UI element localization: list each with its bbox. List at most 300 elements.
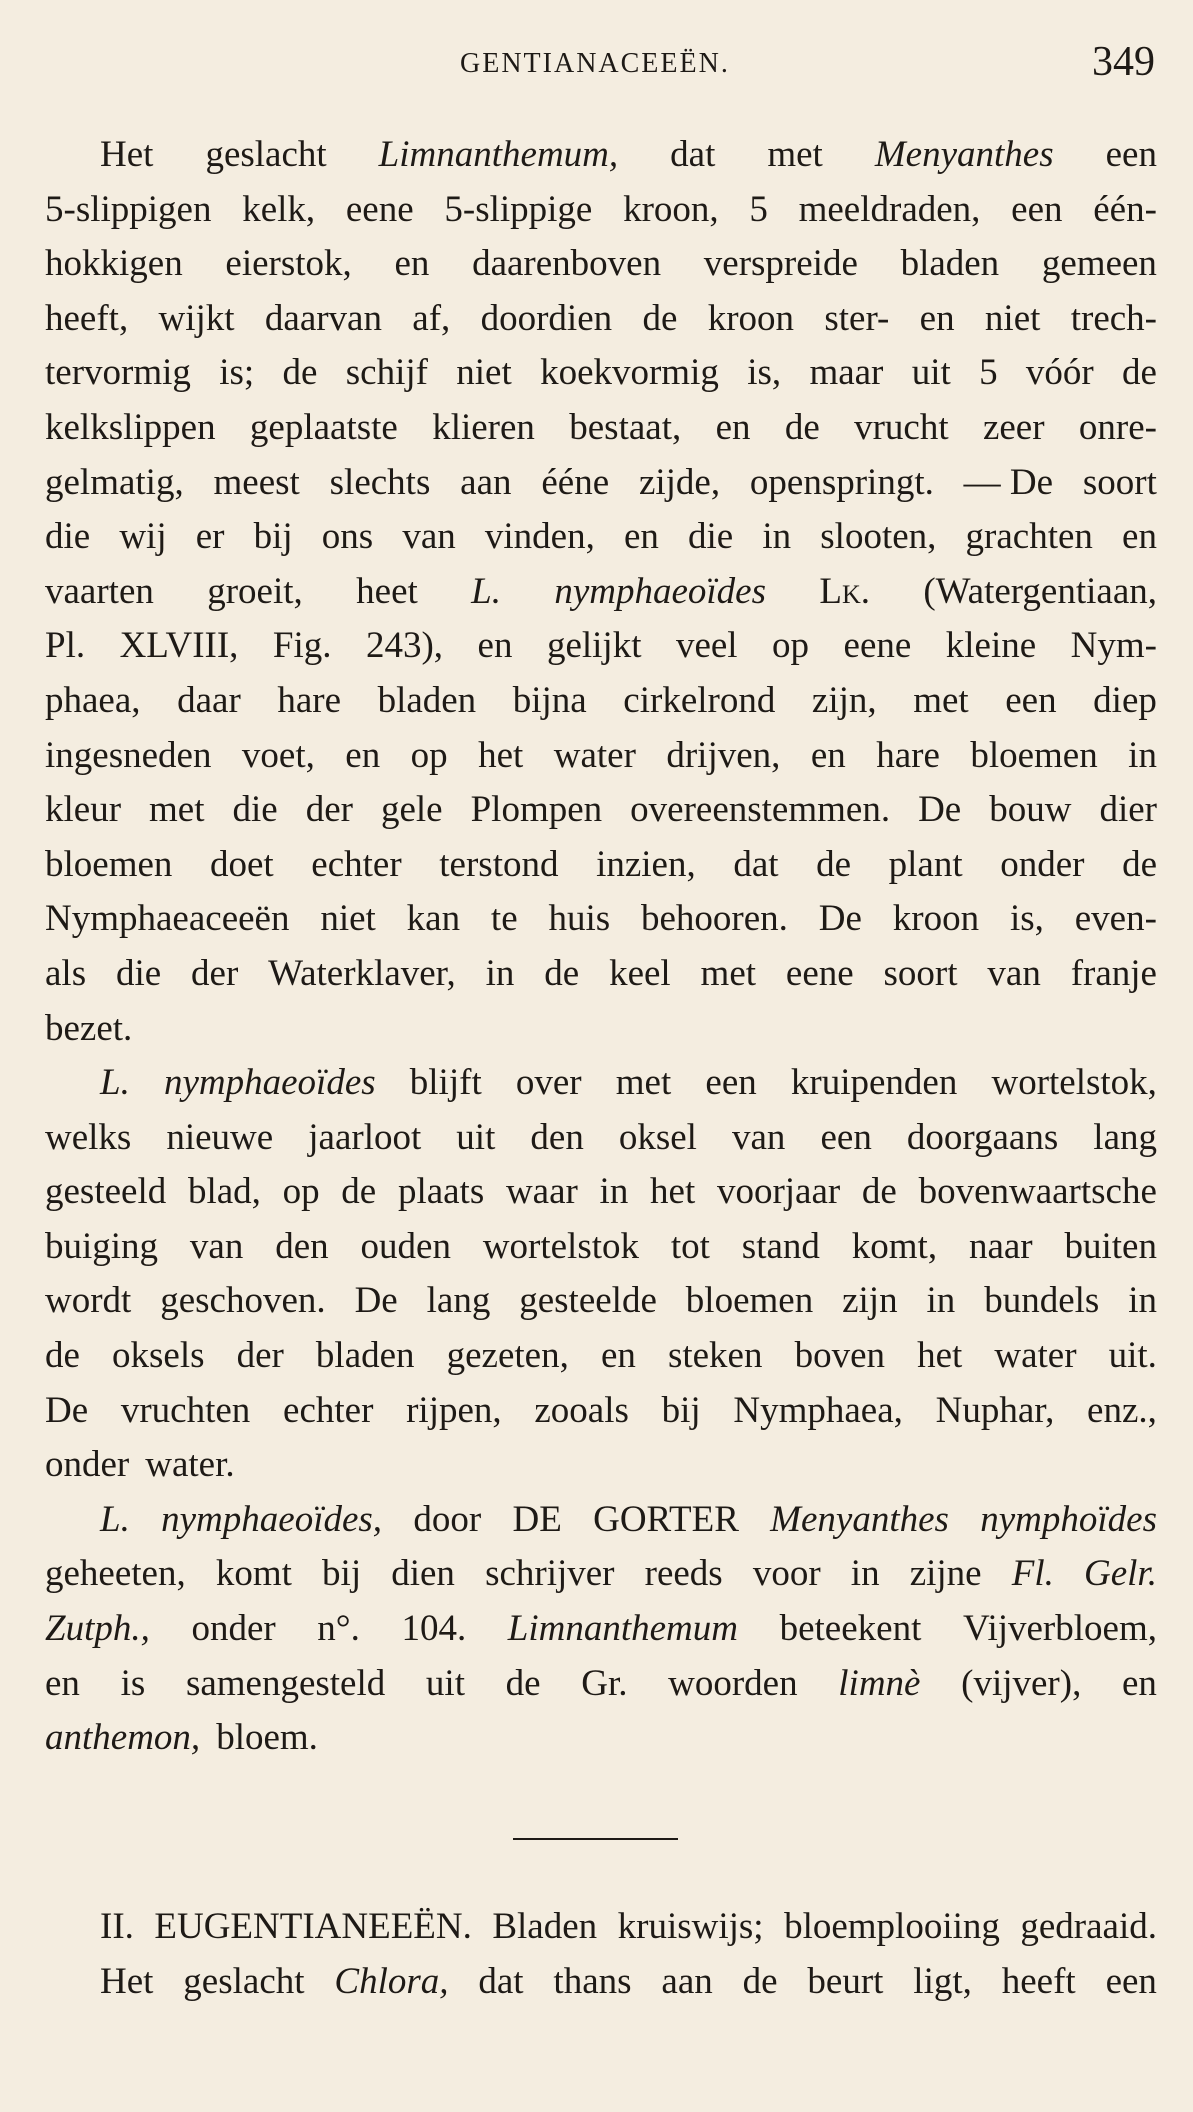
word: bij [661, 1389, 701, 1431]
word: bladen [900, 243, 1000, 285]
text-line [45, 1220, 1157, 1275]
word: gele [380, 789, 443, 831]
word: naar [968, 1225, 1033, 1267]
word: wij [119, 516, 167, 558]
word: Gr. [581, 1662, 628, 1704]
word: Nym- [1070, 625, 1157, 667]
text-line [45, 1602, 1157, 1657]
word: Menyanthes [874, 134, 1054, 175]
word: gedraaid. [1020, 1906, 1157, 1947]
word: de [341, 1171, 377, 1213]
word: een [1005, 679, 1057, 721]
word: enz., [1087, 1389, 1157, 1431]
word: ligt, [913, 1960, 972, 2002]
word: vinden, [484, 516, 595, 558]
word: klieren [432, 406, 535, 448]
text-line [45, 1493, 1157, 1548]
word: schrijver [485, 1553, 615, 1595]
word: II. [100, 1906, 134, 1947]
word: grachten [965, 516, 1093, 558]
word: ster- [824, 297, 890, 339]
word: samengesteld [185, 1662, 386, 1704]
text-line [45, 237, 1157, 292]
word: De [818, 898, 862, 940]
text-line [45, 1056, 1157, 1111]
word: en [1122, 516, 1157, 558]
word: onder [45, 1444, 130, 1486]
word: dat [733, 843, 779, 885]
word: L. [100, 1498, 130, 1540]
text-line [45, 183, 1157, 238]
text-line [45, 346, 1157, 401]
text-line [45, 128, 1157, 183]
word: is [120, 1662, 146, 1704]
word: te [490, 898, 518, 940]
text-line [45, 456, 1157, 511]
word: woorden [668, 1662, 798, 1704]
word: steken [667, 1335, 763, 1377]
running-head-title: GENTIANACEEËN. [460, 48, 730, 79]
word: Zutph., [45, 1608, 150, 1650]
word: Plompen [470, 789, 603, 831]
word: een [1105, 1960, 1157, 2002]
word: Gelr. [1084, 1553, 1157, 1595]
word: die [45, 516, 91, 558]
word: der [191, 952, 239, 994]
word: doet [210, 843, 274, 885]
word: behooren. [641, 898, 788, 940]
word: koekvormig [540, 352, 719, 394]
word: met [615, 1062, 672, 1104]
text-line [45, 1711, 1157, 1766]
word: in [850, 1553, 880, 1595]
text-line [45, 1900, 1157, 1955]
word: eene [345, 188, 414, 230]
word: water [553, 734, 636, 776]
word: meeldraden, [798, 188, 981, 230]
word: (Watergentiaan, [923, 570, 1157, 612]
word: de [45, 1335, 80, 1377]
word: en [45, 1662, 80, 1704]
word: tot [670, 1225, 710, 1267]
word: niet [456, 352, 512, 394]
word: uit [456, 1116, 496, 1158]
word: in [599, 1171, 629, 1213]
word: bijna [512, 679, 587, 721]
word: daar [177, 679, 241, 721]
word: drijven, [666, 734, 781, 776]
word: is, [1009, 898, 1044, 940]
word: trech- [1070, 297, 1157, 339]
word: hokkigen [45, 243, 183, 285]
word: geslacht [183, 1960, 305, 2002]
word: nymphaeoïdes [163, 1062, 376, 1104]
word: bouw [989, 789, 1072, 831]
word: gesteeld [45, 1171, 167, 1213]
word: de [742, 1960, 778, 2002]
word: 104. [401, 1608, 467, 1650]
word: de [1122, 843, 1157, 885]
word: eene [785, 952, 854, 994]
word: keel [609, 952, 671, 994]
word: buiging [45, 1225, 159, 1267]
word: oksel [618, 1116, 697, 1158]
word: plaats [397, 1171, 485, 1213]
word: eierstok, [225, 243, 352, 285]
word: wortelstok, [991, 1062, 1157, 1104]
word: kroon, [623, 188, 719, 230]
word: plant [888, 843, 963, 885]
word: Bladen [492, 1906, 598, 1947]
text-line [45, 510, 1157, 565]
word: jaarloot [308, 1116, 422, 1158]
word: geslacht [205, 134, 327, 175]
word: een [1011, 188, 1063, 230]
text-line [45, 565, 1157, 620]
word: en [715, 406, 751, 448]
word: die [115, 952, 162, 994]
word: bovenwaartsche [918, 1171, 1157, 1213]
word: vrucht [854, 406, 949, 448]
word: GORTER [593, 1498, 739, 1540]
word: eene [843, 625, 912, 667]
text-line [45, 892, 1157, 947]
word: 243), [365, 625, 444, 667]
word: bloem. [216, 1717, 318, 1759]
word: nymphoïdes [980, 1498, 1157, 1540]
word: kleur [45, 789, 122, 831]
word: is, [747, 352, 782, 394]
text-line [45, 1955, 1157, 2010]
word: vruchten [120, 1389, 251, 1431]
text-line [45, 729, 1157, 784]
word: — De [963, 461, 1054, 503]
word: kroon [707, 297, 795, 339]
text-line [45, 1657, 1157, 1712]
word: Nuphar, [935, 1389, 1055, 1431]
word: Menyanthes [770, 1498, 949, 1540]
word: bij [322, 1553, 362, 1595]
word: water [994, 1335, 1077, 1377]
word: met [767, 134, 823, 175]
word: kleine [945, 625, 1037, 667]
word: dien [391, 1553, 455, 1595]
word: met [700, 952, 757, 994]
word: rijpen, [406, 1389, 502, 1431]
word: kelkslippen [45, 406, 216, 448]
word: kruipenden [790, 1062, 958, 1104]
word: op [282, 1171, 320, 1213]
word: Nymphaea, [733, 1389, 903, 1431]
word: vaarten [45, 570, 154, 612]
page-number: 349 [1092, 39, 1155, 85]
word: bestaat, [569, 406, 682, 448]
word: kruiswijs; [617, 1906, 764, 1947]
word: uit [425, 1662, 465, 1704]
word: bloemen [685, 1280, 814, 1322]
word: den [530, 1116, 584, 1158]
word: op [772, 625, 810, 667]
word: komt [215, 1553, 292, 1595]
word: daarenboven [472, 243, 662, 285]
word: thans [553, 1960, 632, 2002]
word: der [305, 789, 353, 831]
word: Het [100, 134, 154, 175]
word: meest [213, 461, 300, 503]
word: DE [512, 1498, 562, 1540]
word: voet, [241, 734, 315, 776]
word: Fl. [1011, 1553, 1054, 1595]
word: bundels [984, 1280, 1100, 1322]
word: bladen [315, 1335, 415, 1377]
word: zeer [982, 406, 1045, 448]
text-line [45, 619, 1157, 674]
word: Fig. [272, 625, 332, 667]
word: er [195, 516, 225, 558]
word: reeds [644, 1553, 723, 1595]
word: tervormig [45, 352, 191, 394]
word: 5 [979, 352, 998, 394]
word: en [394, 243, 430, 285]
word: ons [321, 516, 374, 558]
word: één- [1093, 188, 1157, 230]
word: slooten, [820, 516, 937, 558]
word: geheeten, [45, 1553, 186, 1595]
word: even- [1074, 898, 1157, 940]
word: aan [661, 1960, 713, 2002]
word: diep [1093, 679, 1157, 721]
word: L. [100, 1062, 130, 1104]
word: anthemon, [45, 1717, 201, 1759]
word: Het [100, 1960, 154, 2002]
text-line [45, 1002, 1157, 1057]
word: de [816, 843, 852, 885]
word: ouden [360, 1225, 451, 1267]
word: heet [356, 570, 418, 612]
word: daarvan [264, 297, 382, 339]
word: der [236, 1335, 284, 1377]
text-line [45, 1438, 1157, 1493]
word: Pl. [45, 625, 86, 667]
word: maar [809, 352, 884, 394]
word: kan [406, 898, 461, 940]
word: phaea, [45, 679, 141, 721]
word: komt, [851, 1225, 938, 1267]
word: niet [984, 297, 1041, 339]
word: Limnanthemum [507, 1608, 739, 1650]
word: lang [426, 1280, 491, 1322]
word: buiten [1064, 1225, 1157, 1267]
word: 5 [749, 188, 768, 230]
word: over [515, 1062, 582, 1104]
word: echter [311, 843, 402, 885]
word: heeft, [45, 297, 129, 339]
word: cirkelrond [623, 679, 776, 721]
word: blad, [187, 1171, 261, 1213]
text-line [45, 1329, 1157, 1384]
word: bij [253, 516, 293, 558]
word: bloemplooiing [784, 1906, 1000, 1947]
word: gelijkt [546, 625, 642, 667]
text-line [45, 783, 1157, 838]
word: nymphaeoïdes, [161, 1498, 383, 1540]
text-line [45, 1165, 1157, 1220]
word: doorgaans [906, 1116, 1059, 1158]
word: Vijverbloem, [962, 1608, 1157, 1650]
word: als [45, 952, 87, 994]
word: overeenstemmen. [630, 789, 891, 831]
word: in [926, 1280, 956, 1322]
word: de [861, 1171, 897, 1213]
running-head [0, 38, 1193, 98]
word: wordt [45, 1280, 132, 1322]
word: beurt [807, 1960, 884, 2002]
word: inzien, [596, 843, 696, 885]
word: Waterklaver, [268, 952, 456, 994]
word: onder [191, 1608, 276, 1650]
word: een [820, 1116, 872, 1158]
word: niet [320, 898, 376, 940]
word: Lk. [819, 570, 870, 612]
word: welks [45, 1116, 132, 1158]
word: zijde, [638, 461, 721, 503]
word: De [45, 1389, 89, 1431]
word: Chlora, [334, 1960, 449, 2002]
word: echter [283, 1389, 374, 1431]
word: en [477, 625, 513, 667]
word: soort [1082, 461, 1157, 503]
word: schijf [345, 352, 428, 394]
word: gezeten, [446, 1335, 569, 1377]
word: van [402, 516, 456, 558]
text-line [45, 947, 1157, 1002]
word: boven [794, 1335, 885, 1377]
word: de [784, 406, 820, 448]
word: dat [670, 134, 716, 175]
text-line [45, 838, 1157, 893]
word: verspreide [703, 243, 858, 285]
word: n°. [317, 1608, 360, 1650]
word: kroon [892, 898, 980, 940]
word: wortelstok [482, 1225, 640, 1267]
word: 5-slippigen [45, 188, 212, 230]
word: en [623, 516, 659, 558]
word: en [345, 734, 381, 776]
word: gelmatig, [45, 461, 184, 503]
word: wijkt [158, 297, 235, 339]
word: en [600, 1335, 636, 1377]
word: terstond [439, 843, 559, 885]
word: (vijver), [961, 1662, 1082, 1704]
word: doordien [480, 297, 613, 339]
word: die [232, 789, 278, 831]
text-line [45, 292, 1157, 347]
word: het [917, 1335, 963, 1377]
word: groeit, [207, 570, 303, 612]
word: De [354, 1280, 398, 1322]
word: XLVIII, [119, 625, 239, 667]
word: Limnanthemum, [378, 134, 619, 175]
word: L. [471, 570, 501, 612]
word: bloemen [970, 734, 1098, 776]
word: blijft [409, 1062, 482, 1104]
word: Nymphaeaceeën [45, 898, 290, 940]
word: zooals [534, 1389, 629, 1431]
word: geplaatste [249, 406, 398, 448]
word: onder [1000, 843, 1085, 885]
word: nieuwe [166, 1116, 274, 1158]
word: geschoven. [160, 1280, 326, 1322]
word: de [544, 952, 580, 994]
word: met [149, 789, 205, 831]
word: ingesneden [45, 734, 212, 776]
word: de [642, 297, 678, 339]
word: en [919, 297, 955, 339]
body-text [45, 128, 1157, 1766]
word: stand [741, 1225, 820, 1267]
word: een [705, 1062, 757, 1104]
word: huis [548, 898, 611, 940]
word: onre- [1078, 406, 1157, 448]
word: in [1128, 734, 1157, 776]
word: water. [145, 1444, 235, 1486]
word: slechts [329, 461, 431, 503]
word: hare [876, 734, 940, 776]
section-divider [513, 1838, 678, 1840]
word: de [1122, 352, 1157, 394]
word: ééne [541, 461, 610, 503]
word: in [1128, 1280, 1157, 1322]
word: het [650, 1171, 696, 1213]
text-line [45, 1547, 1157, 1602]
word: franje [1070, 952, 1157, 994]
word: het [478, 734, 524, 776]
word: in [485, 952, 515, 994]
word: den [275, 1225, 329, 1267]
word: is; [219, 352, 255, 394]
word: zijn, [811, 679, 877, 721]
word: bezet. [45, 1007, 133, 1049]
word: kelk, [242, 188, 316, 230]
word: en [810, 734, 846, 776]
word: in [762, 516, 792, 558]
word: lang [1093, 1116, 1157, 1158]
word: van [987, 952, 1041, 994]
word: soort [883, 952, 958, 994]
word: bloemen [45, 843, 173, 885]
word: beteekent [779, 1608, 922, 1650]
word: zijne [909, 1553, 982, 1595]
text-line [45, 674, 1157, 729]
word: gesteelde [519, 1280, 657, 1322]
word: en [1121, 1662, 1157, 1704]
word: de [505, 1662, 541, 1704]
word: van [732, 1116, 786, 1158]
word: voorjaar [716, 1171, 841, 1213]
word: een [1105, 134, 1157, 175]
word: met [913, 679, 969, 721]
word: vóór [1025, 352, 1094, 394]
text-line [45, 1111, 1157, 1166]
word: van [189, 1225, 244, 1267]
word: EUGENTIANEEËN. [154, 1906, 472, 1947]
word: die [688, 516, 734, 558]
word: op [410, 734, 448, 776]
word: hare [277, 679, 341, 721]
word: door [413, 1498, 482, 1540]
word: de [282, 352, 318, 394]
section-eugentianeeen [45, 1900, 1157, 2009]
